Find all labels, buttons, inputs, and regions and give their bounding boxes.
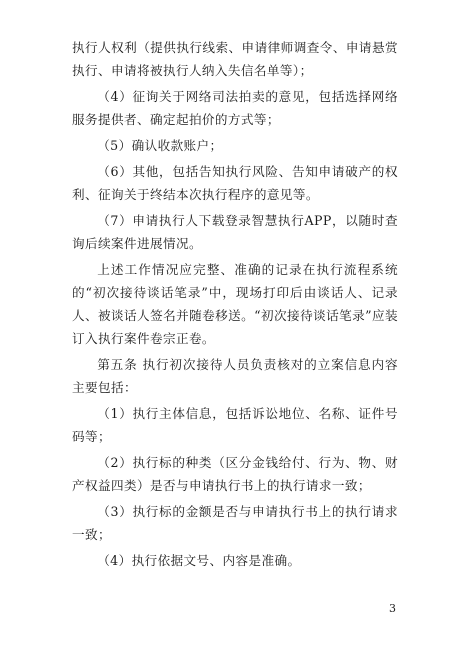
paragraph-subitem-2: （2）执行标的种类（区分金钱给付、行为、物、财产权益四类）是否与申请执行书上的执行请求一致； bbox=[72, 455, 398, 493]
paragraph-article-5: 第五条 执行初次接待人员负责核对的立案信息内容主要包括： bbox=[72, 357, 398, 395]
paragraph-continuation: 执行人权利（提供执行线索、申请律师调查令、申请悬赏执行、申请将被执行人纳入失信名单等）； bbox=[72, 40, 398, 78]
paragraph-item-7: （7）申请执行人下载登录智慧执行APP，以随时查询后续案件进展情况。 bbox=[72, 213, 398, 251]
document-body bbox=[72, 36, 398, 575]
paragraph-subitem-1: （1）执行主体信息，包括诉讼地位、名称、证件号码等； bbox=[72, 406, 398, 444]
paragraph-item-6: （6）其他，包括告知执行风险、告知申请破产的权利、征询关于终结本次执行程序的意见等。 bbox=[72, 164, 398, 202]
paragraph-record-requirement: 上述工作情况应完整、准确的记录在执行流程系统的“初次接待谈话笔录”中，现场打印后由谈话人、记录人、被谈话人签名并随卷移送。“初次接待谈话笔录”应装订入执行案件卷宗正卷。 bbox=[72, 262, 398, 346]
paragraph-item-5: （5）确认收款账户； bbox=[97, 138, 223, 153]
paragraph-item-4: （4）征询关于网络司法拍卖的意见，包括选择网络服务提供者、确定起拍价的方式等； bbox=[72, 89, 398, 127]
paragraph-subitem-4: （4）执行依据文号、内容是准确。 bbox=[97, 553, 301, 568]
paragraph-subitem-3: （3）执行标的金额是否与申请执行书上的执行请求一致； bbox=[72, 504, 398, 542]
page-number: 3 bbox=[389, 602, 396, 615]
